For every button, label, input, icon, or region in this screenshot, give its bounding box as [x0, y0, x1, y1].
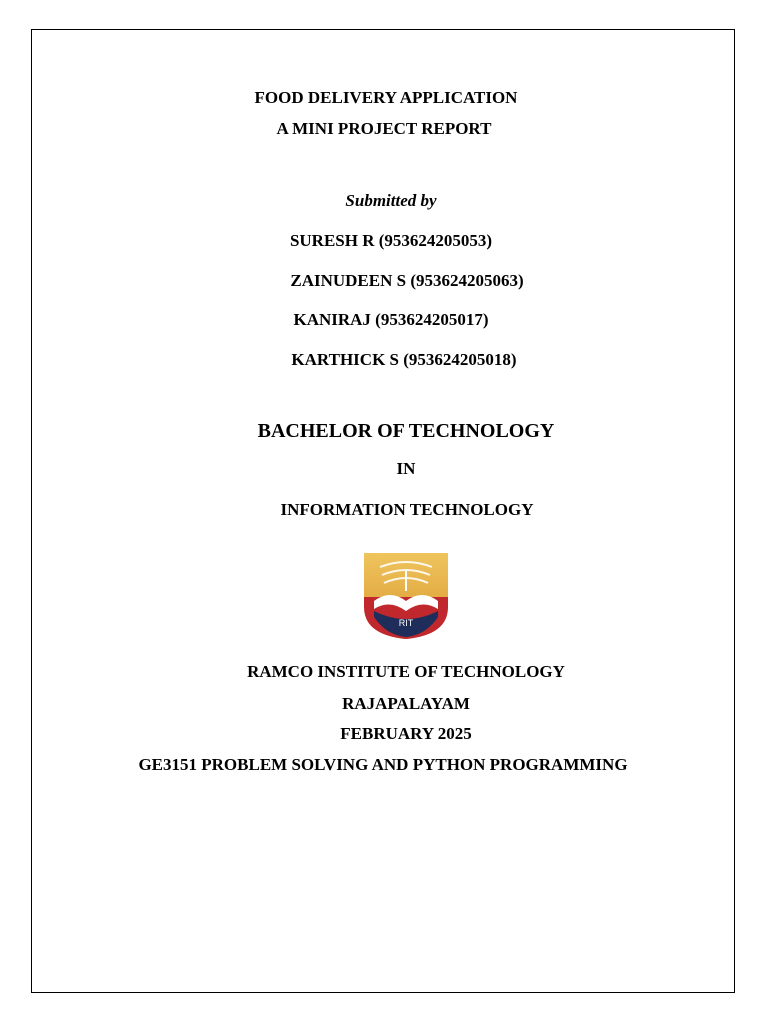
course-title: GE3151 PROBLEM SOLVING AND PYTHON PROGRAMMING	[138, 755, 628, 774]
degree-title: BACHELOR OF TECHNOLOGY	[257, 420, 555, 442]
student-name: ZAINUDEEN S (953624205063)	[290, 271, 524, 290]
submitted-by-label: Submitted by	[345, 191, 437, 210]
report-title: FOOD DELIVERY APPLICATION	[254, 88, 518, 107]
institute-city: RAJAPALAYAM	[342, 694, 470, 713]
institute-name: RAMCO INSTITUTE OF TECHNOLOGY	[247, 662, 565, 681]
student-name: KARTHICK S (953624205018)	[291, 350, 517, 369]
logo-text: RIT	[398, 618, 414, 628]
branch-title: INFORMATION TECHNOLOGY	[280, 500, 534, 519]
student-name: SURESH R (953624205053)	[289, 231, 493, 250]
in-label: IN	[396, 459, 416, 478]
report-subtitle: A MINI PROJECT REPORT	[276, 119, 492, 138]
institute-logo-icon	[362, 551, 450, 641]
student-name: KANIRAJ (953624205017)	[293, 310, 489, 329]
report-date: FEBRUARY 2025	[340, 724, 472, 743]
